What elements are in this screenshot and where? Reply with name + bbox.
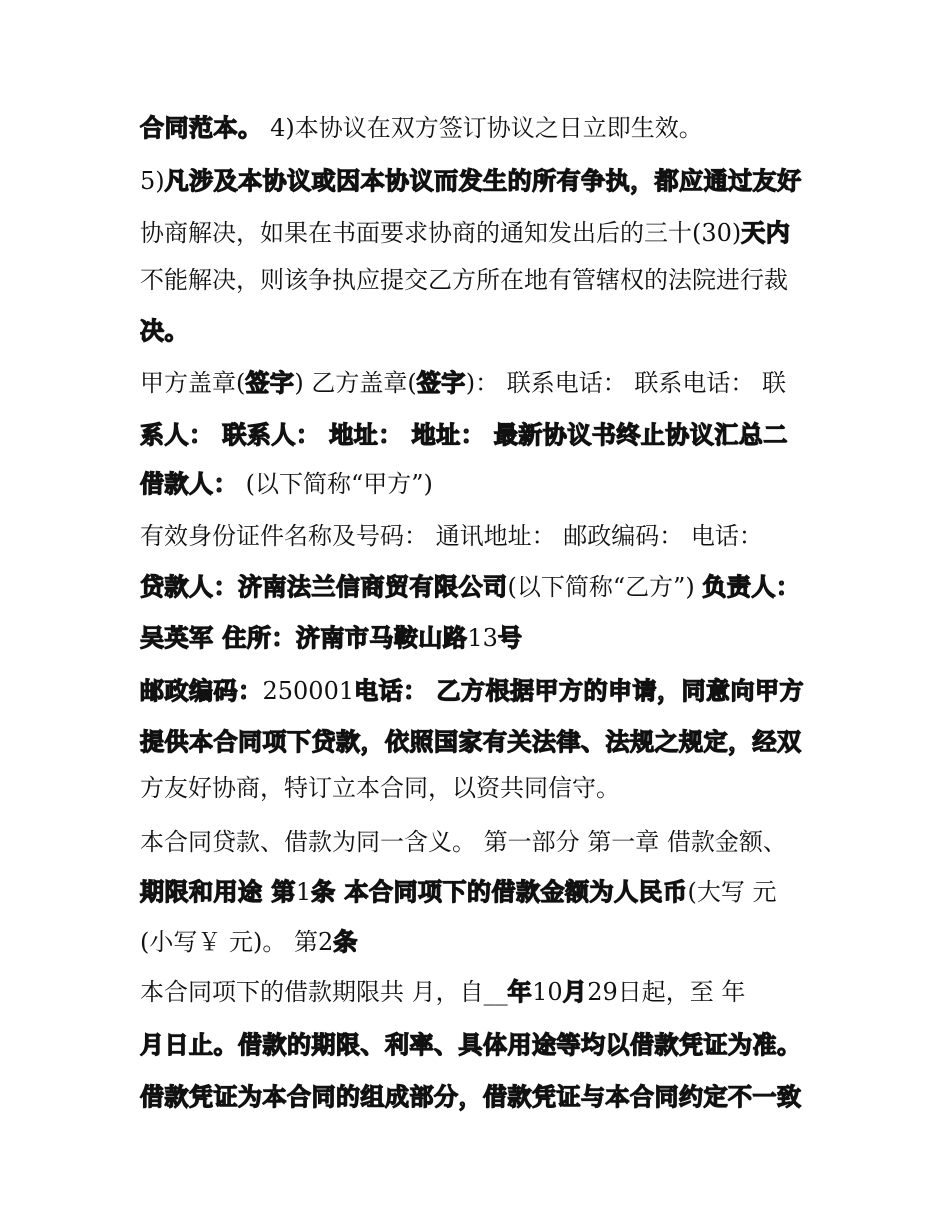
outlined-text-segment: 天内 [741, 219, 791, 247]
outlined-text-segment: 系人： 联系人： 地址： 地址： 最新协议书终止协议汇总二 [140, 421, 788, 449]
text-segment: )： 联系电话： 联系电话： 联 [465, 369, 786, 397]
text-line [140, 773, 620, 803]
text-line [140, 927, 358, 957]
text-segment: (小写￥ 元)。 第 [140, 928, 318, 956]
text-segment: 29日起，至 年 [587, 978, 746, 1006]
outlined-text-segment: 邮政编码： [140, 677, 263, 705]
text-line [140, 469, 433, 499]
outlined-text-segment: 号 [497, 624, 523, 652]
text-line [140, 727, 802, 757]
outlined-text-segment: 借款凭证为本合同的组成部分，借款凭证与本合同约定不一致 [140, 1083, 802, 1111]
text-line [140, 521, 763, 551]
text-line [140, 676, 804, 706]
outlined-text-segment: 签字 [416, 369, 466, 397]
outlined-text-segment: 期限和用途 第 [140, 878, 296, 906]
outlined-text-segment: 条 本合同项下的借款金额为人民币 [311, 878, 688, 906]
text-segment: 250001 [262, 677, 355, 705]
outlined-text-segment: 合同范本。 [140, 114, 263, 142]
text-segment: 1 [295, 878, 312, 906]
outlined-text-segment: 决。 [140, 317, 189, 345]
outlined-text-segment: 电话： 乙方根据甲方的申请，同意向甲方 [354, 677, 804, 705]
text-segment: 本合同贷款、借款为同一含义。 第一部分 第一章 借款金额、 [140, 828, 787, 856]
text-segment: 甲方盖章( [140, 369, 246, 397]
text-segment: 4)本协议在双方签订协议之日立即生效。 [262, 114, 703, 142]
text-line [140, 368, 786, 398]
outlined-text-segment: 吴英军 住所：济南市马鞍山路 [140, 624, 468, 652]
text-segment: 不能解决，则该争执应提交乙方所在地有管辖权的法院进行裁 [140, 266, 788, 294]
outlined-text-segment: 月 [562, 978, 588, 1006]
text-line [140, 877, 777, 907]
text-segment: 13 [467, 624, 498, 652]
text-segment: 本合同项下的借款期限共 月，自__ [140, 978, 508, 1006]
outlined-text-segment: 年 [507, 978, 533, 1006]
text-line [140, 1082, 802, 1112]
text-segment: (以下简称“乙方”) [507, 573, 703, 601]
text-line [140, 572, 800, 602]
text-segment: (大写 元 [687, 878, 777, 906]
outlined-text-segment: 借款人： [140, 470, 238, 498]
text-segment: 协商解决，如果在书面要求协商的通知发出后的三十(30) [140, 219, 742, 247]
text-line [140, 166, 802, 196]
text-segment: ) 乙方盖章( [294, 369, 417, 397]
outlined-text-segment: 签字 [245, 369, 295, 397]
text-line [140, 218, 790, 248]
text-line [140, 420, 788, 450]
text-line [140, 623, 522, 653]
text-segment: 2 [317, 928, 334, 956]
outlined-text-segment: 负责人： [702, 573, 801, 601]
text-segment: (以下简称“甲方”) [238, 470, 433, 498]
text-segment: 10 [532, 978, 563, 1006]
outlined-text-segment: 贷款人：济南法兰信商贸有限公司 [140, 573, 508, 601]
text-segment: 5) [140, 167, 165, 195]
text-line [140, 265, 788, 295]
text-segment: 有效身份证件名称及号码： 通讯地址： 邮政编码： 电话： [140, 522, 763, 550]
text-line [140, 977, 745, 1007]
outlined-text-segment: 提供本合同项下贷款，依照国家有关法律、法规之规定，经双 [140, 728, 802, 756]
text-line [140, 1030, 802, 1060]
outlined-text-segment: 条 [333, 928, 358, 956]
text-line [140, 827, 787, 857]
outlined-text-segment: 凡涉及本协议或因本协议而发生的所有争执，都应通过友好 [164, 167, 802, 195]
text-segment: 方友好协商，特订立本合同，以资共同信守。 [140, 774, 620, 802]
text-line [140, 113, 703, 143]
outlined-text-segment: 月日止。借款的期限、利率、具体用途等均以借款凭证为准。 [140, 1031, 802, 1059]
text-line [140, 316, 189, 346]
